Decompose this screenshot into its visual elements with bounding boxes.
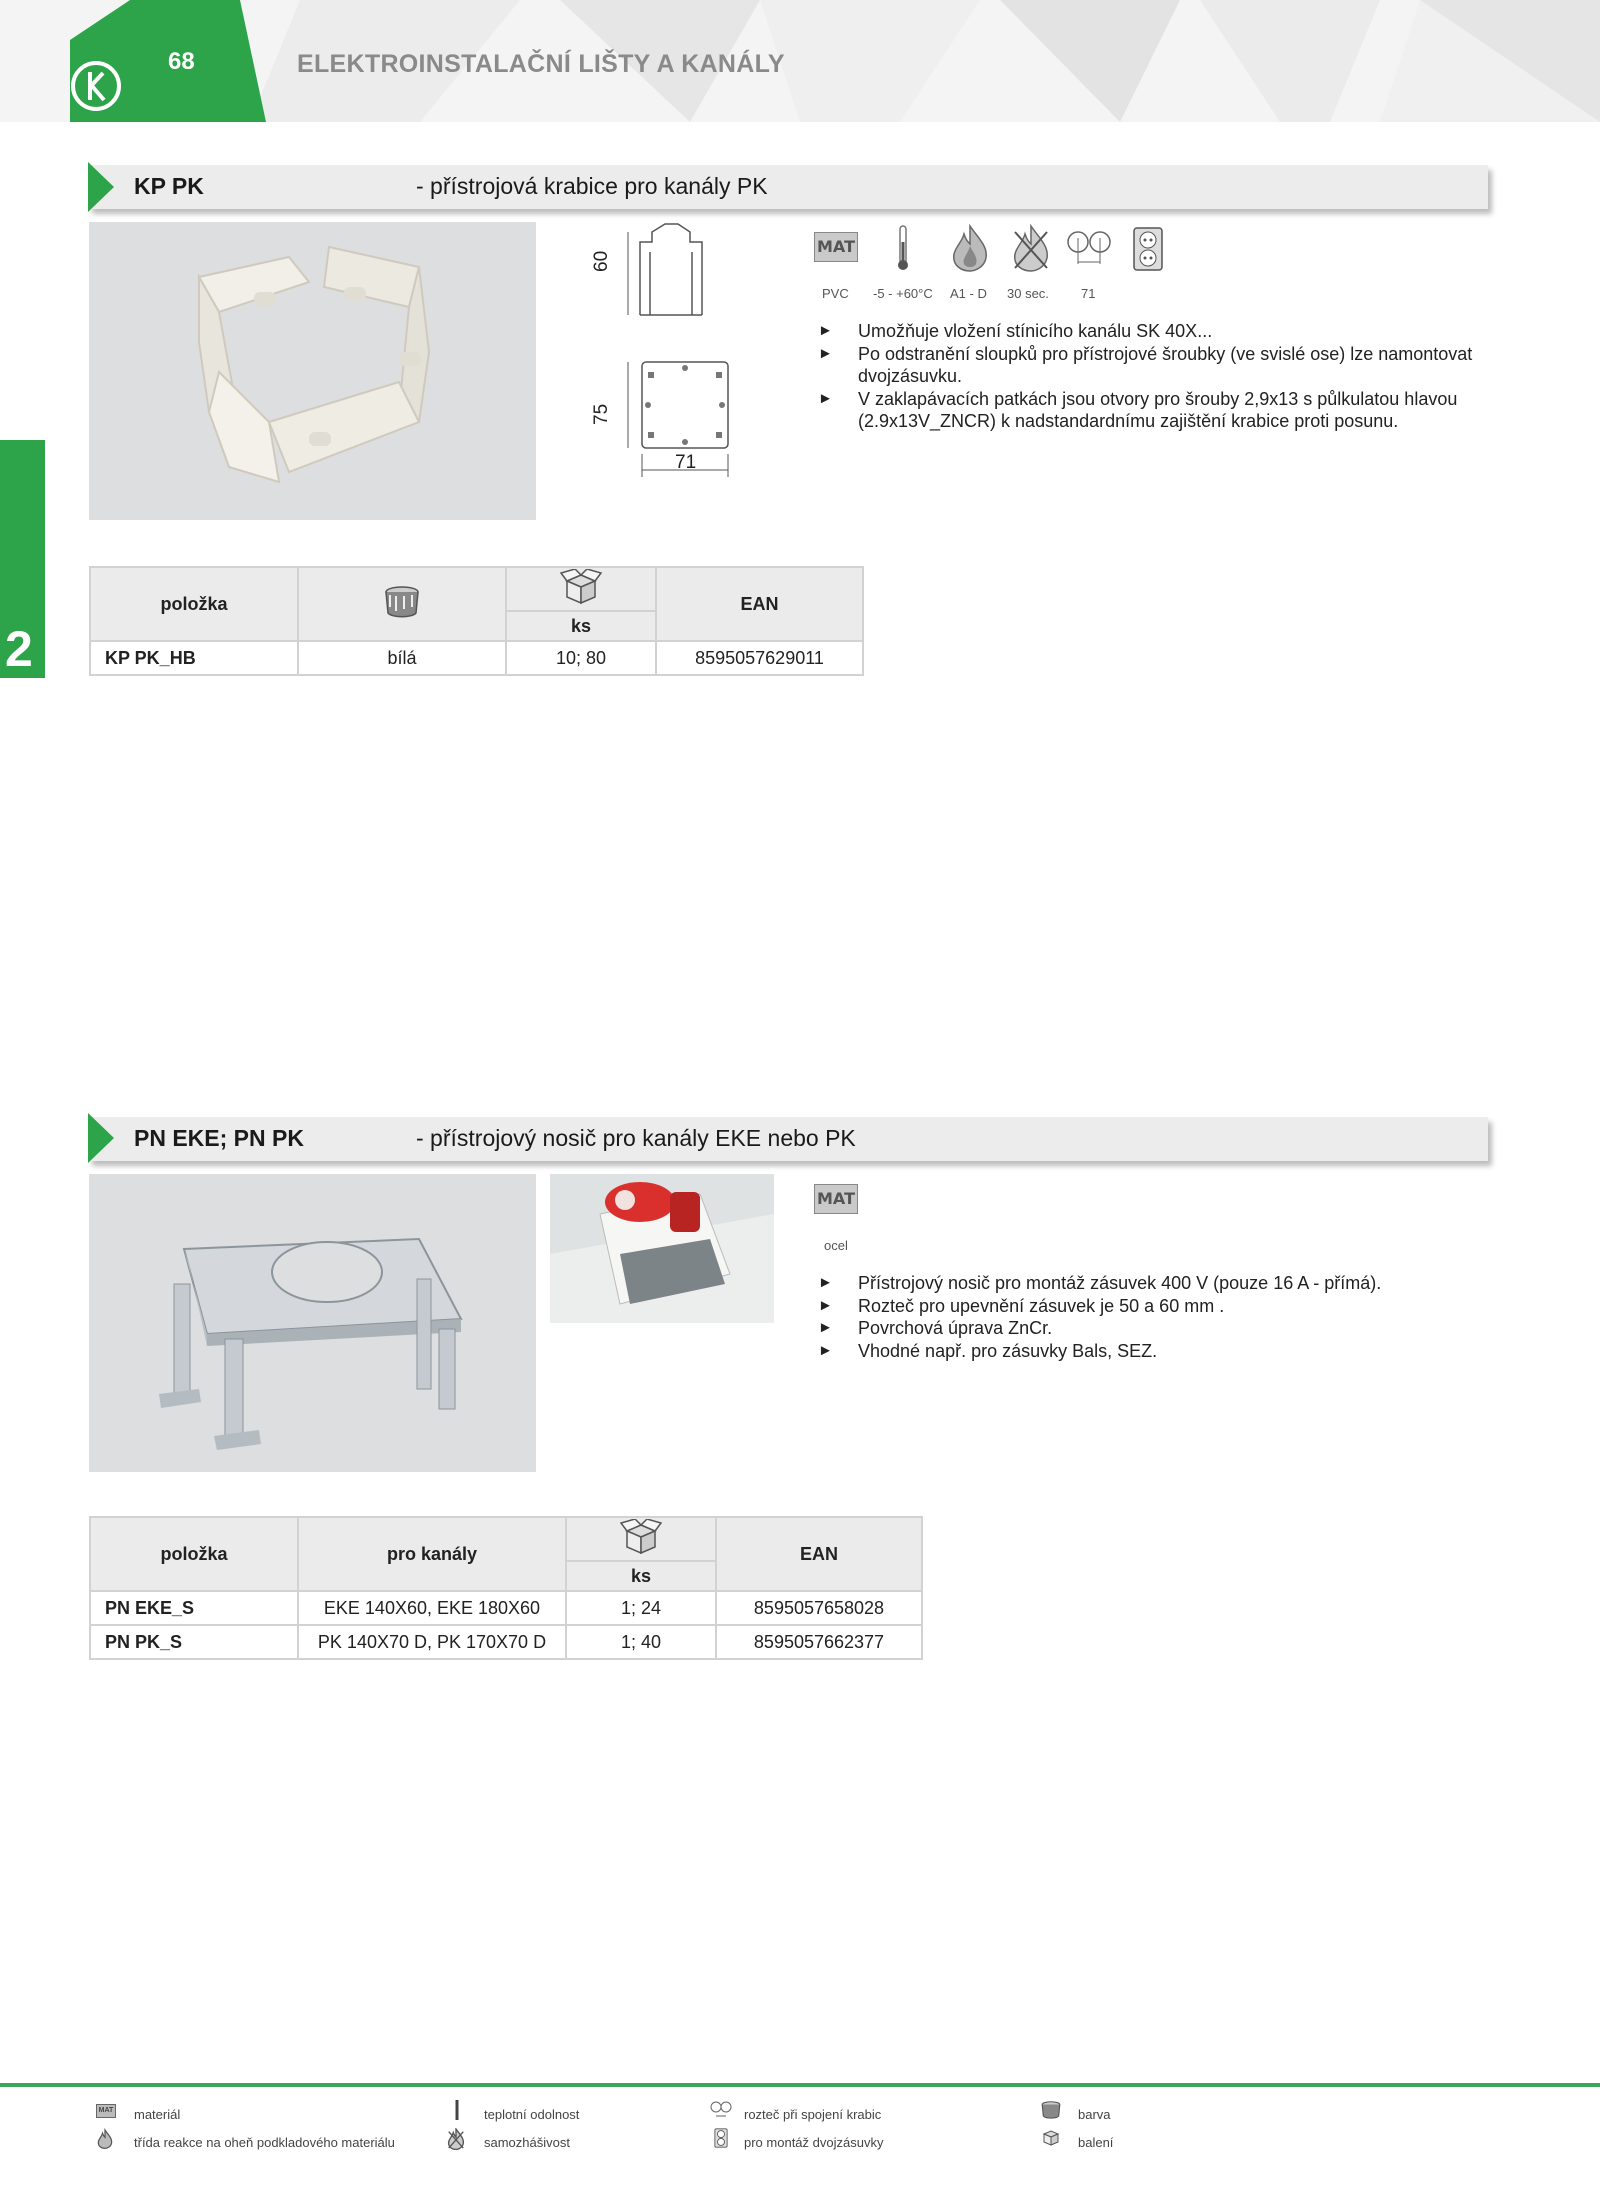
page-title: ELEKTROINSTALAČNÍ LIŠTY A KANÁLY bbox=[297, 50, 785, 78]
flame-icon bbox=[96, 2128, 114, 2150]
section1-code: KP PK bbox=[134, 173, 204, 199]
legend-material: materiál bbox=[134, 2107, 181, 2122]
col-header-item: položka bbox=[90, 567, 298, 641]
col-header-ean: EAN bbox=[716, 1517, 922, 1591]
installation-photo bbox=[550, 1174, 774, 1323]
cell-qty: 1; 40 bbox=[566, 1625, 716, 1659]
drawing-depth-label: 75 bbox=[591, 403, 612, 425]
col-header-qty: ks bbox=[506, 611, 656, 641]
col-header-item: položka bbox=[90, 1517, 298, 1591]
cell-ean: 8595057658028 bbox=[716, 1591, 922, 1625]
flame-icon bbox=[948, 224, 992, 272]
cell-item: PN EKE_S bbox=[90, 1591, 298, 1625]
brand-logo-icon bbox=[70, 60, 122, 112]
bullet-text: Vhodné např. pro zásuvky Bals, SEZ. bbox=[858, 1340, 1158, 1361]
spacing-icon bbox=[1066, 228, 1114, 268]
col-header-ean: EAN bbox=[656, 567, 863, 641]
caption-material: PVC bbox=[822, 286, 849, 301]
cell-qty: 1; 24 bbox=[566, 1591, 716, 1625]
list-item bbox=[818, 320, 1488, 343]
page-number: 68 bbox=[168, 48, 195, 75]
legend-double-socket: pro montáž dvojzásuvky bbox=[744, 2135, 884, 2150]
bullet-text: Povrchová úprava ZnCr. bbox=[858, 1318, 1053, 1338]
caption-spacing: 71 bbox=[1081, 286, 1096, 301]
cell-item: KP PK_HB bbox=[90, 641, 298, 675]
legend-color: barva bbox=[1078, 2107, 1111, 2122]
box-illustration bbox=[89, 222, 536, 520]
section2-code: PN EKE; PN PK bbox=[134, 1125, 304, 1151]
section1-description: - přístrojová krabice pro kanály PK bbox=[416, 173, 768, 199]
color-bucket-icon bbox=[1040, 2100, 1062, 2120]
list-item bbox=[818, 1340, 1488, 1363]
chapter-number: 2 bbox=[5, 621, 33, 677]
list-item bbox=[818, 1295, 1488, 1318]
drawing-width-label: 71 bbox=[675, 452, 697, 473]
caption-self-extinguish: 30 sec. bbox=[1007, 286, 1049, 301]
bullet-text: Po odstranění sloupků pro přístrojové šroubky (ve svislé ose) lze namontovat dvojzásuvku. bbox=[858, 343, 1473, 386]
section1-bullet-list bbox=[818, 320, 1488, 433]
double-socket-icon bbox=[1132, 226, 1164, 272]
legend-fire-class: třída reakce na oheň podkladového materiálu bbox=[134, 2135, 395, 2150]
cell-qty: 10; 80 bbox=[506, 641, 656, 675]
table-row bbox=[90, 641, 863, 675]
table-row bbox=[90, 1591, 922, 1625]
product-photo-pn bbox=[89, 1174, 536, 1472]
legend-spacing: rozteč při spojení krabic bbox=[744, 2107, 882, 2122]
cell-item: PN PK_S bbox=[90, 1625, 298, 1659]
section2-bullet-list bbox=[818, 1272, 1488, 1362]
caption-fire-class: A1 - D bbox=[950, 286, 987, 301]
bullet-marker: ► bbox=[818, 344, 833, 362]
bullet-text: Přístrojový nosič pro montáž zásuvek 400 V (pouze 16 A - přímá). bbox=[858, 1273, 1382, 1293]
bullet-marker: ► bbox=[818, 322, 833, 339]
double-socket-icon bbox=[714, 2127, 728, 2149]
list-item bbox=[818, 388, 1488, 433]
installation-illustration bbox=[550, 1174, 774, 1323]
section2-description: - přístrojový nosič pro kanály EKE nebo PK bbox=[416, 1125, 856, 1151]
legend-packaging: balení bbox=[1078, 2135, 1114, 2150]
legend-temperature: teplotní odolnost bbox=[484, 2107, 580, 2122]
thermometer-icon bbox=[896, 224, 910, 272]
bullet-marker: ► bbox=[818, 389, 833, 407]
cell-ean: 8595057662377 bbox=[716, 1625, 922, 1659]
cell-color: bílá bbox=[298, 641, 506, 675]
list-item bbox=[818, 1272, 1488, 1295]
section1-product-table bbox=[89, 566, 864, 676]
footer-divider bbox=[0, 2083, 1600, 2087]
section2-arrow-icon bbox=[88, 1113, 114, 1163]
bullet-text: Umožňuje vložení stínicího kanálu SK 40X... bbox=[858, 321, 1213, 341]
section1-heading-bar bbox=[88, 165, 1488, 209]
list-item bbox=[818, 1317, 1488, 1340]
legend-self-extinguish: samozhášivost bbox=[484, 2135, 570, 2150]
spacing-icon bbox=[710, 2100, 732, 2120]
bullet-marker: ► bbox=[818, 1341, 833, 1359]
mat-icon: MAT bbox=[96, 2104, 116, 2118]
section2-product-table bbox=[89, 1516, 923, 1660]
section1-arrow-icon bbox=[88, 162, 114, 212]
bullet-text: V zaklapávacích patkách jsou otvory pro šrouby 2,9x13 s půlkulatou hlavou (2.9x13V_ZNCR) k nadstandardnímu zajištění krabice proti posunu. bbox=[858, 388, 1458, 431]
bullet-marker: ► bbox=[818, 1274, 833, 1291]
mat-icon: MAT bbox=[814, 232, 858, 262]
thermometer-icon bbox=[454, 2100, 460, 2122]
caption-material: ocel bbox=[824, 1238, 848, 1253]
self-extinguish-icon bbox=[446, 2128, 466, 2150]
color-bucket-icon bbox=[382, 585, 422, 619]
cell-ean: 8595057629011 bbox=[656, 641, 863, 675]
col-header-channels: pro kanály bbox=[298, 1517, 566, 1591]
bullet-text: Rozteč pro upevnění zásuvek je 50 a 60 mm . bbox=[858, 1295, 1225, 1316]
col-header-packaging bbox=[566, 1517, 716, 1561]
carrier-illustration bbox=[89, 1174, 536, 1472]
col-header-color bbox=[298, 567, 506, 641]
box-icon bbox=[1040, 2128, 1062, 2146]
caption-temperature: -5 - +60°C bbox=[873, 286, 933, 301]
bullet-marker: ► bbox=[818, 1296, 833, 1314]
self-extinguish-icon bbox=[1009, 224, 1053, 272]
product-photo-kp-pk bbox=[89, 222, 536, 520]
cell-channels: PK 140X70 D, PK 170X70 D bbox=[298, 1625, 566, 1659]
table-row bbox=[90, 1625, 922, 1659]
drawing-height-label: 60 bbox=[591, 250, 612, 272]
list-item bbox=[818, 343, 1488, 388]
col-header-packaging bbox=[506, 567, 656, 611]
mat-icon: MAT bbox=[814, 1184, 858, 1214]
box-icon bbox=[559, 569, 603, 605]
cell-channels: EKE 140X60, EKE 180X60 bbox=[298, 1591, 566, 1625]
bullet-marker: ► bbox=[818, 1319, 833, 1336]
col-header-qty: ks bbox=[566, 1561, 716, 1591]
box-icon bbox=[619, 1519, 663, 1555]
